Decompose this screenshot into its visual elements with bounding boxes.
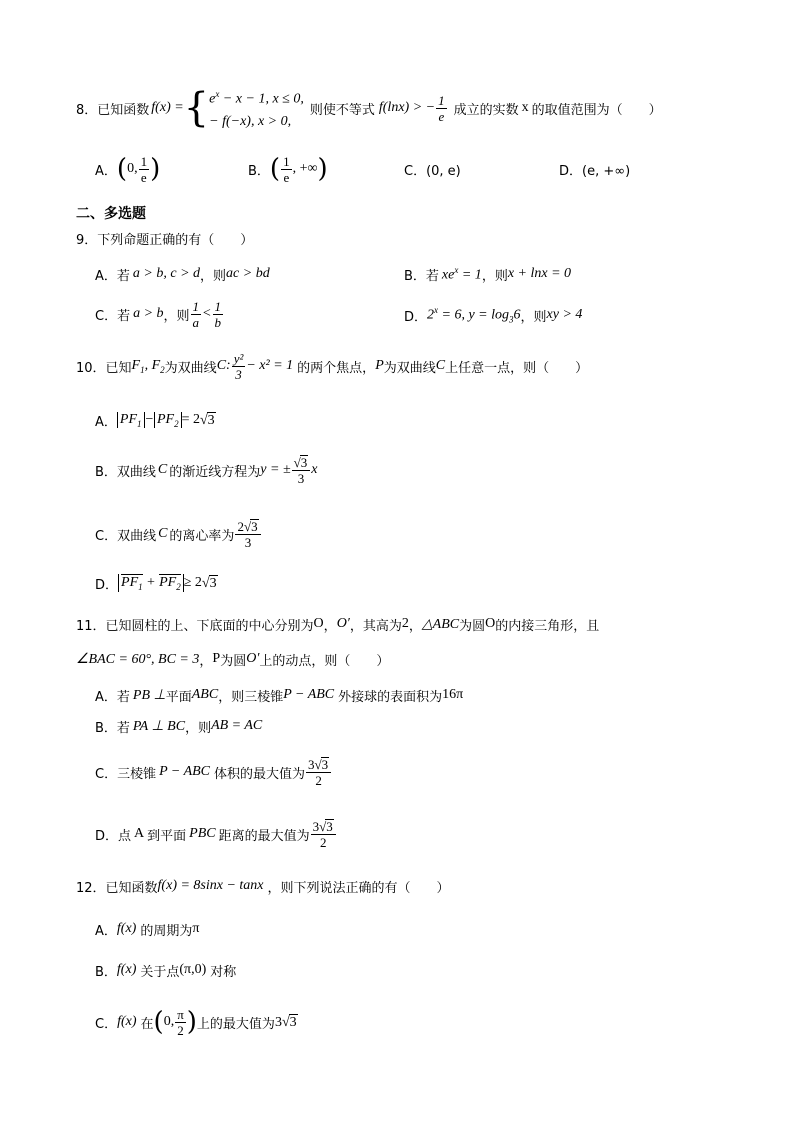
q9-c-lt: < xyxy=(202,306,212,321)
q9-a-then: ，则 xyxy=(200,268,227,284)
q12-b-m: f(x) xyxy=(116,962,137,977)
q12-option-a xyxy=(95,917,199,941)
q11-d-m: PBC xyxy=(189,826,216,841)
q8-case2: − f(−x), x > 0, xyxy=(209,113,292,129)
q12-c-t: 在 xyxy=(140,1016,154,1032)
q12-b-t: 关于点 xyxy=(140,964,180,980)
q11-l2-b: ， xyxy=(199,653,213,669)
q11-c-t: 体积的最大值为 xyxy=(214,766,306,782)
q8-fx: f(x) = xyxy=(151,100,184,115)
q10-c-frac: $\frac{2√3}{3}$ xyxy=(235,519,260,549)
q12-c-rparen: ) xyxy=(186,1007,197,1037)
q11-b-label: B．若 xyxy=(95,720,130,736)
q11-a-t: 平面 xyxy=(165,689,192,705)
q10-c-c: C xyxy=(158,526,168,541)
q8-b-post: , +∞ xyxy=(292,161,318,176)
q10-d-vec2: $PF_2$ xyxy=(159,575,181,592)
q10-post: 的两个焦点， xyxy=(297,360,376,376)
q10-d-ge: ≥ 2 xyxy=(183,575,202,590)
q11-l2-c: 为圆 xyxy=(220,653,247,669)
q8-case1: $e^x - x - 1$, x ≤ 0, xyxy=(209,89,304,107)
q12-b-t2: 对称 xyxy=(210,964,237,980)
q10-p: P xyxy=(375,358,384,373)
q12-a-label: A． xyxy=(95,923,117,939)
q9-option-b xyxy=(404,263,571,285)
q9-b-res: x + lnx = 0 xyxy=(507,266,572,281)
q11-b-t: ，则 xyxy=(185,720,212,736)
q10-post2: 为双曲线 xyxy=(383,360,436,376)
q11-sep: ， xyxy=(323,618,337,634)
q11-a-val: 16π xyxy=(442,687,464,702)
q10-d-sqrt: √3 xyxy=(201,575,217,591)
q9-c-frac1: $\frac{1}{a}$ xyxy=(192,298,200,330)
q8-tail: 成立的实数 xyxy=(453,102,519,118)
q12-a-m: f(x) xyxy=(116,921,137,936)
q9-stem xyxy=(76,227,253,249)
q10-a-minus: − xyxy=(144,412,154,427)
q12-c-frac: $\frac{\pi}{2}$ xyxy=(177,1006,184,1038)
q10-c2: C xyxy=(435,358,446,373)
q10-b-x: x xyxy=(311,462,318,477)
q10-option-c xyxy=(95,512,262,556)
q8-option-d xyxy=(559,158,630,180)
q9-d-label: D． xyxy=(404,309,428,325)
q11-option-c xyxy=(95,750,332,794)
q11-c-frac: $\frac{3√3}{2}$ xyxy=(306,757,331,787)
q12-post: ，则下列说法正确的有（ ） xyxy=(267,880,450,896)
q10-frac: $\frac{\text{y²}}{3}$ xyxy=(233,350,244,382)
q12-c-val: 3√3 xyxy=(274,1014,297,1030)
q8-tail2: 的取值范围为（ ） xyxy=(531,102,662,118)
q11-a-m2: ABC xyxy=(191,687,219,702)
q10-a-abs1: $PF_1$ xyxy=(117,412,145,429)
q10-c: C: xyxy=(216,358,231,373)
q8-lead: 已知函数 xyxy=(97,102,150,118)
q8-a-lparen: ( xyxy=(116,154,128,184)
q8-brace: { xyxy=(183,85,210,131)
q8-b-frac: $\frac{1}{e}$ xyxy=(283,153,290,185)
q8-mid: 则使不等式 xyxy=(309,102,375,118)
q11-b-res: AB = AC xyxy=(211,718,263,733)
q11-stem-line1 xyxy=(76,612,599,636)
q11-d-frac: $\frac{3√3}{2}$ xyxy=(311,819,336,849)
q10-a-eq: = 2 xyxy=(181,412,200,427)
q8-a-rparen: ) xyxy=(150,154,161,184)
q8-cases xyxy=(209,83,304,133)
q10-b-c: C xyxy=(157,462,168,477)
q10-pre: 10．已知 xyxy=(76,360,132,376)
q11-a-label: A．若 xyxy=(95,689,130,705)
q12-option-b xyxy=(95,958,236,982)
q9-d-math: $2^x = 6$, $y = \log_36$ xyxy=(427,305,521,325)
q10-rest: − x² = 1 xyxy=(246,358,294,373)
q11-stem-line2 xyxy=(76,647,389,671)
q12-a-val: π xyxy=(192,921,200,936)
q11-l1-pre: 11．已知圆柱的上、下底面的中心分别为 xyxy=(76,618,314,634)
q10-option-a xyxy=(95,408,216,432)
q10-b-frac: $\frac{√3}{3}$ xyxy=(292,455,311,485)
q11-d-label: D．点 xyxy=(95,828,132,844)
q12-b-label: B． xyxy=(95,964,117,980)
q11-option-b xyxy=(95,714,262,738)
q10-a-sqrt: √3 xyxy=(199,412,215,428)
q11-d-a: A xyxy=(134,826,145,841)
q10-post3: 上任意一点，则（ ） xyxy=(445,360,589,376)
q12-c-t2: 上的最大值为 xyxy=(196,1016,275,1032)
q11-c-m: P − ABC xyxy=(159,764,211,779)
q10-c-label: C．双曲线 xyxy=(95,528,157,544)
q10-b-label: B．双曲线 xyxy=(95,464,156,480)
q9-c-then: ，则 xyxy=(163,308,190,324)
q11-l1-post: 为圆 xyxy=(459,618,486,634)
q12-c-m: f(x) xyxy=(117,1014,137,1029)
q11-p: P xyxy=(212,651,221,666)
q11-a-t3: 外接球的表面积为 xyxy=(338,689,443,705)
q8-ineq-frac: $\frac{1}{e}$ xyxy=(438,92,445,124)
q12-c-label: C． xyxy=(95,1016,118,1032)
q9-option-d xyxy=(404,304,582,326)
q11-b-m: PA ⊥ BC xyxy=(132,718,186,734)
q8-number: 8． xyxy=(76,102,98,118)
q9-stem-text: 9．下列命题正确的有（ ） xyxy=(76,232,254,248)
q10-stem xyxy=(76,346,588,386)
q9-d-then: ，则 xyxy=(520,309,547,325)
q10-foci: $F_1$, $F_2$ xyxy=(131,357,165,375)
q11-o: O xyxy=(313,616,324,631)
q12-a-t: 的周期为 xyxy=(140,923,193,939)
q11-d-t2: 距离的最大值为 xyxy=(218,828,310,844)
q11-l1-mid: ，其高为 xyxy=(349,618,402,634)
q10-option-b xyxy=(95,448,318,492)
q11-l2-d: 上的动点，则（ ） xyxy=(259,653,390,669)
section-title: 二、多选题 xyxy=(76,206,146,222)
q12-stem xyxy=(76,874,450,898)
q9-c-label: C．若 xyxy=(95,308,131,324)
q10-mid: 为双曲线 xyxy=(164,360,217,376)
q11-a-m: PB ⊥ xyxy=(132,687,166,703)
q11-o3: O xyxy=(485,616,496,631)
q11-o4: O′ xyxy=(246,651,260,666)
q8-a-frac: $\frac{1}{e}$ xyxy=(140,153,148,185)
q9-a-math: a > b, c > d xyxy=(132,266,201,281)
q9-option-c xyxy=(95,296,224,332)
q8-ineq: f(lnx) > − xyxy=(378,100,436,115)
q12-pre: 12．已知函数 xyxy=(76,880,158,896)
q9-option-a xyxy=(95,263,270,285)
q11-option-a xyxy=(95,683,463,707)
q9-b-label: B．若 xyxy=(404,268,439,284)
q8-c-text: C．(0, e) xyxy=(404,163,461,179)
q10-a-label: A． xyxy=(95,414,117,430)
q11-d-t: 到平面 xyxy=(147,828,187,844)
q10-d-abs: $PF_1 + PF_2$ xyxy=(118,574,184,592)
q11-l1-mid2: ， xyxy=(408,618,422,634)
q11-h: 2 xyxy=(401,616,409,631)
q8-b-lparen: ( xyxy=(269,154,281,184)
q8-d-text: D．(e, +∞) xyxy=(559,163,631,179)
q8-var: x xyxy=(521,100,529,115)
q12-fx: f(x) = 8sinx − tanx xyxy=(157,878,264,893)
q10-d-label: D． xyxy=(95,577,119,593)
q12-option-c xyxy=(95,1000,298,1044)
q8-a-label: A． xyxy=(95,163,117,179)
q10-option-d xyxy=(95,571,218,595)
q9-b-math: $xe^x = 1$ xyxy=(441,264,482,283)
q12-b-pt: (π,0) xyxy=(179,962,207,977)
q10-b-eq: y = ± xyxy=(260,462,291,477)
q11-c-label: C．三棱锥 xyxy=(95,766,157,782)
q12-c-lparen: ( xyxy=(153,1007,164,1037)
q11-tri: △ABC xyxy=(421,616,460,632)
q11-option-d xyxy=(95,812,337,856)
q9-b-then: ，则 xyxy=(481,268,508,284)
q10-d-vec1: $PF_1$ xyxy=(121,575,143,592)
q10-c-text: 的离心率为 xyxy=(169,528,235,544)
q11-a-m3: P − ABC xyxy=(283,687,335,702)
q8-b-rparen: ) xyxy=(317,154,328,184)
q11-o2: O′ xyxy=(336,616,350,631)
q9-a-res: ac > bd xyxy=(226,266,270,281)
q9-c-math: a > b xyxy=(133,306,164,321)
q11-a-t2: ，则三棱锥 xyxy=(218,689,284,705)
q8-option-c xyxy=(404,158,461,180)
q9-c-frac2: $\frac{1}{b}$ xyxy=(214,298,221,330)
q8-stem xyxy=(76,82,662,134)
q8-option-b xyxy=(248,148,328,190)
q10-b-text: 的渐近线方程为 xyxy=(169,464,261,480)
q9-d-res: xy > 4 xyxy=(546,307,583,322)
q9-a-label: A．若 xyxy=(95,268,130,284)
q12-c-pre: 0, xyxy=(163,1014,175,1029)
q11-l1-end: 的内接三角形，且 xyxy=(495,618,600,634)
q10-a-abs2: $PF_2$ xyxy=(154,412,182,429)
q8-a-pre: 0, xyxy=(127,161,138,176)
q11-l2-a: ∠BAC = 60°, BC = 3 xyxy=(76,651,200,667)
q8-option-a xyxy=(95,148,160,190)
q8-b-label: B． xyxy=(248,163,270,179)
